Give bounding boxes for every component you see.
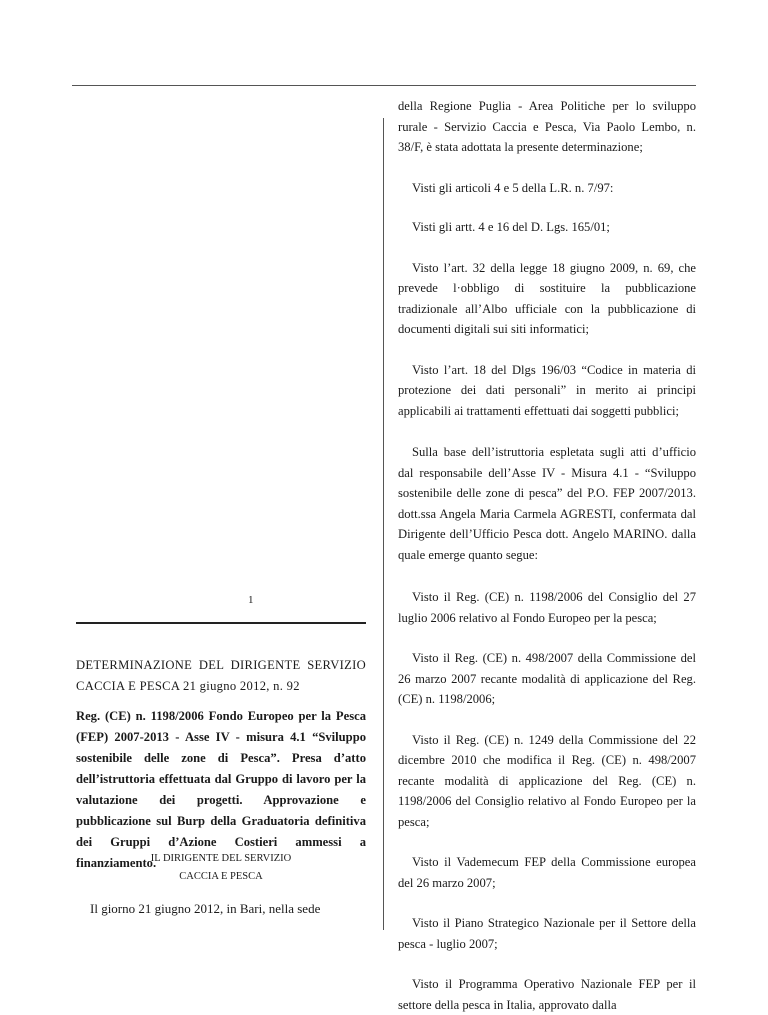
dirigente-line-2: CACCIA E PESCA xyxy=(179,871,263,882)
determination-subject: Reg. (CE) n. 1198/2006 Fondo Europeo per la Pesca (FEP) 2007-2013 - Asse IV - misura 4.1 “Sviluppo sostenibile delle zone di Pesca”. Presa d’atto dell’istruttoria effettuata dal Gruppo di lavoro per la valutazione dei progetti. Approvazione e pubblicazione sul Burp della Graduatoria definitiva dei Gruppi d’Azione Costieri ammessi a finanziamento. xyxy=(76,709,366,870)
paragraph-vademecum: Visto il Vademecum FEP della Commissione europea del 26 marzo 2007; xyxy=(398,855,696,890)
dirigente-heading xyxy=(76,850,366,886)
paragraph-programma-operativo: Visto il Programma Operativo Nazionale FEP per il settore della pesca in Italia, approvato dalla xyxy=(398,977,696,1012)
right-column xyxy=(398,96,696,1015)
paragraph-dlgs-196: Visto l’art. 18 del Dlgs 196/03 “Codice in materia di protezione dei dati personali” in merito ai principi applicabili ai trattamenti effettuati dai soggetti pubblici; xyxy=(398,362,696,418)
paragraph-visti-dlgs: Visti gli artt. 4 e 16 del D. Lgs. 165/01; xyxy=(412,220,610,234)
paragraph-piano-strategico: Visto il Piano Strategico Nazionale per il Settore della pesca - luglio 2007; xyxy=(398,916,696,951)
paragraph-continuation: della Regione Puglia - Area Politiche per lo sviluppo rurale - Servizio Caccia e Pesca, Via Paolo Lembo, n. 38/F, è stata adottata la presente determinazione; xyxy=(398,99,696,154)
column-divider xyxy=(383,118,384,930)
paragraph-visti-lr: Visti gli articoli 4 e 5 della L.R. n. 7/97: xyxy=(412,180,614,195)
paragraph-istruttoria: Sulla base dell’istruttoria espletata sugli atti d’ufficio dal responsabile dell’Asse IV - Misura 4.1 - “Sviluppo sostenibile delle zone di pesca” del P.O. FEP 2007/2013. dott.ssa Angela Maria Carmela AGRESTI, confermata dal Dirigente dell’Ufficio Pesca dott. Angelo MARINO. dalla quale emerge quanto segue: xyxy=(398,445,696,562)
top-rule xyxy=(72,85,696,86)
paragraph-reg-1198: Visto il Reg. (CE) n. 1198/2006 del Consiglio del 27 luglio 2006 relativo al Fondo Europeo per la pesca; xyxy=(398,590,696,625)
paragraph-reg-498: Visto il Reg. (CE) n. 498/2007 della Commissione del 26 marzo 2007 recante modalità di applicazione del Reg. (CE) n. 1198/2006; xyxy=(398,651,696,706)
determination-title: DETERMINAZIONE DEL DIRIGENTE SERVIZIO CACCIA E PESCA 21 giugno 2012, n. 92 xyxy=(76,658,366,693)
intro-paragraph: Il giorno 21 giugno 2012, in Bari, nella sede xyxy=(90,901,321,916)
page-number: 1 xyxy=(248,594,254,606)
paragraph-legge-69: Visto l’art. 32 della legge 18 giugno 2009, n. 69, che prevede l·obbligo di sostituire la pubblicazione tradizionale all’Albo ufficiale con la pubblicazione di documenti digitali sui siti informatici; xyxy=(398,260,696,336)
paragraph-reg-1249: Visto il Reg. (CE) n. 1249 della Commissione del 22 dicembre 2010 che modifica il Reg. (CE) n. 498/2007 recante modalità di applicazione del Reg. (CE) n. 1198/2006 del Consiglio relativo al Fondo Europeo per la pesca; xyxy=(398,732,696,829)
section-separator xyxy=(76,622,366,624)
dirigente-line-1: IL DIRIGENTE DEL SERVIZIO xyxy=(150,853,292,864)
